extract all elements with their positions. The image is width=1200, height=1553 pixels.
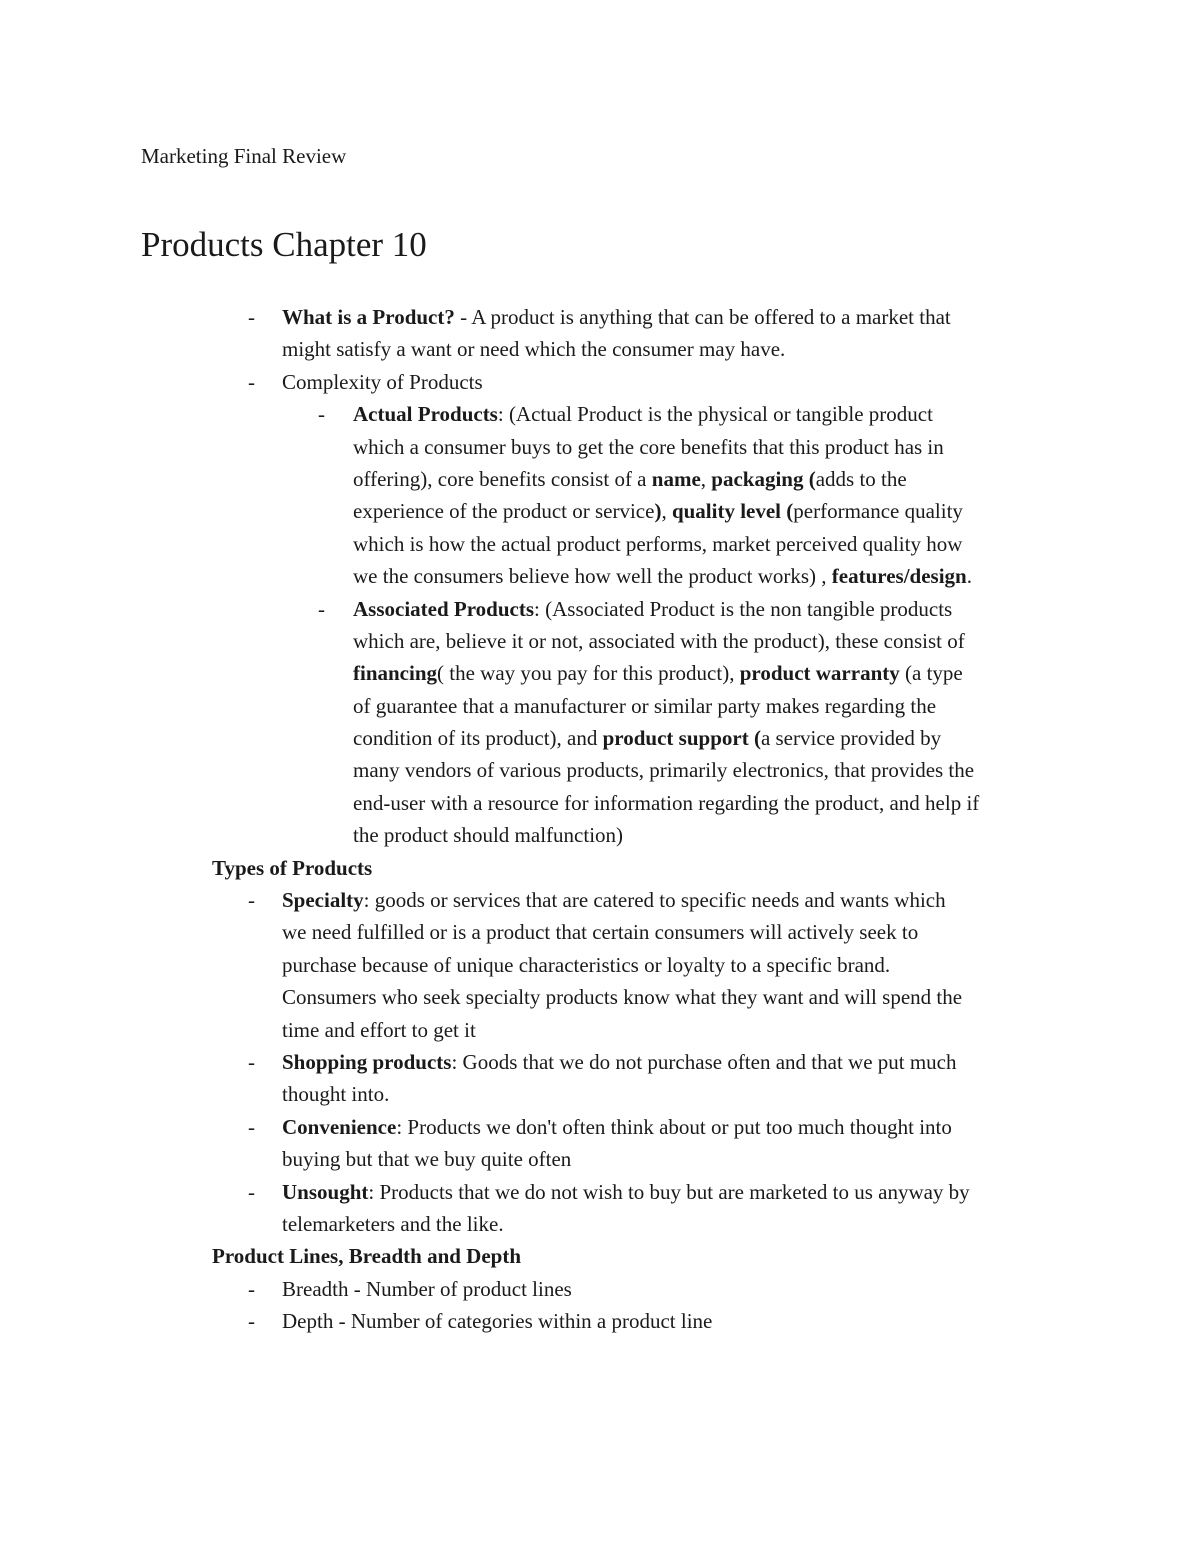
definition-text: adds to the (815, 466, 907, 491)
definition-text: purchase because of unique characteristics or loyalty to a specific brand. (282, 952, 891, 977)
bullet-dash: - (248, 1114, 255, 1139)
list-item-breadth (212, 1273, 1072, 1305)
definition-text: buying but that we buy quite often (282, 1147, 572, 1172)
definition-text: Consumers who seek specialty products know what they want and will spend the (282, 985, 963, 1010)
separator-text: , (661, 499, 672, 524)
term-product-warranty: product warranty (739, 661, 900, 686)
definition-text: (a type (899, 661, 963, 686)
definition-text: . (966, 564, 972, 589)
complexity-label: Complexity of Products (282, 369, 483, 394)
breadth-text: Breadth - Number of product lines (282, 1276, 572, 1301)
definition-text: experience of the product or service (353, 499, 655, 524)
term-name: name (651, 466, 701, 491)
term-packaging: packaging ( (711, 466, 816, 491)
list-item-actual-products (212, 398, 1072, 430)
section-heading-product-lines: Product Lines, Breadth and Depth (212, 1244, 522, 1269)
notes-content (212, 301, 1072, 1338)
definition-text: many vendors of various products, primarily electronics, that provides the (353, 758, 975, 783)
definition-text: we need fulfilled or is a product that certain consumers will actively seek to (282, 920, 919, 945)
list-item-depth (212, 1305, 1072, 1337)
list-item-continuation (212, 657, 1072, 689)
definition-text: end-user with a resource for information regarding the product, and help if (353, 790, 980, 815)
definition-text: time and effort to get it (282, 1017, 476, 1042)
section-heading-types: Types of Products (212, 855, 373, 880)
bullet-dash: - (248, 305, 255, 329)
term-shopping-products: Shopping products (282, 1049, 452, 1074)
separator-text: , (700, 466, 712, 491)
list-item-shopping (212, 1046, 1072, 1078)
definition-text: ( the way you pay for this product), (437, 661, 740, 686)
list-item-continuation (212, 495, 1072, 527)
bullet-dash: - (248, 888, 255, 913)
definition-text: telemarketers and the like. (282, 1211, 504, 1236)
list-item-continuation (212, 916, 1072, 948)
term-features-design: features/design (831, 564, 967, 589)
definition-text: : (Actual Product is the physical or tangible product (497, 402, 933, 427)
document-title: Marketing Final Review (141, 144, 347, 168)
definition-text: - A product is anything that can be offered to a market that (454, 305, 951, 329)
list-item-continuation (212, 431, 1072, 463)
definition-text: : Products that we do not wish to buy but are marketed to us anyway by (368, 1179, 970, 1204)
term-what-is-product: What is a Product? (282, 305, 455, 329)
term-convenience: Convenience (282, 1114, 397, 1139)
definition-text: : (Associated Product is the non tangible products (534, 596, 953, 621)
bullet-dash: - (248, 369, 255, 394)
term-actual-products: Actual Products (353, 402, 498, 427)
definition-text: condition of its product), and (353, 726, 603, 751)
list-item-complexity (212, 366, 1072, 398)
definition-text: might satisfy a want or need which the consumer may have. (282, 337, 786, 362)
list-item-continuation (212, 463, 1072, 495)
definition-text: : goods or services that are catered to specific needs and wants which (363, 888, 946, 913)
list-item-continuation (212, 981, 1072, 1013)
list-item-continuation (212, 1078, 1072, 1110)
definition-text: performance quality (793, 499, 963, 524)
term-product-support: product support ( (602, 726, 761, 751)
term-unsought: Unsought (282, 1179, 369, 1204)
list-item-continuation (212, 949, 1072, 981)
term-financing: financing (353, 661, 438, 686)
list-item-specialty (212, 884, 1072, 916)
list-item-continuation (212, 560, 1072, 592)
definition-text: which a consumer buys to get the core benefits that this product has in (353, 434, 944, 459)
list-item-associated-products (212, 593, 1072, 625)
term-quality-level: quality level ( (671, 499, 794, 524)
list-item-continuation (212, 625, 1072, 657)
list-item-continuation (212, 528, 1072, 560)
definition-text: thought into. (282, 1082, 390, 1107)
list-item-unsought (212, 1176, 1072, 1208)
definition-text: the product should malfunction) (353, 823, 624, 848)
definition-text: which is how the actual product performs, market perceived quality how (353, 531, 963, 556)
bullet-dash: - (318, 596, 325, 621)
bullet-dash: - (248, 1276, 255, 1301)
list-item-continuation (212, 333, 1072, 365)
closing-paren: ) (654, 499, 662, 524)
bullet-dash: - (248, 1049, 255, 1074)
list-item-continuation (212, 722, 1072, 754)
list-item-continuation (212, 787, 1072, 819)
list-item-continuation (212, 1014, 1072, 1046)
list-item-convenience (212, 1111, 1072, 1143)
bullet-dash: - (318, 402, 325, 427)
chapter-heading: Products Chapter 10 (141, 225, 427, 264)
list-item-continuation (212, 819, 1072, 851)
definition-text: of guarantee that a manufacturer or similar party makes regarding the (353, 693, 937, 718)
list-item-continuation (212, 690, 1072, 722)
term-associated-products: Associated Products (353, 596, 535, 621)
definition-text: which are, believe it or not, associated with the product), these consist of (353, 628, 965, 653)
list-item-continuation (212, 1143, 1072, 1175)
definition-text: : Goods that we do not purchase often and that we put much (451, 1049, 957, 1074)
list-item-continuation (212, 754, 1072, 786)
definition-text: we the consumers believe how well the product works) , (353, 564, 832, 589)
depth-text: Depth - Number of categories within a product line (282, 1309, 713, 1334)
bullet-dash: - (248, 1179, 255, 1204)
list-item-what-is-product (212, 301, 1072, 333)
bullet-dash: - (248, 1309, 255, 1334)
term-specialty: Specialty (282, 888, 364, 913)
definition-text: : Products we don't often think about or put too much thought into (396, 1114, 952, 1139)
definition-text: a service provided by (760, 726, 942, 751)
list-item-continuation (212, 1208, 1072, 1240)
definition-text: offering), core benefits consist of a (353, 466, 652, 491)
